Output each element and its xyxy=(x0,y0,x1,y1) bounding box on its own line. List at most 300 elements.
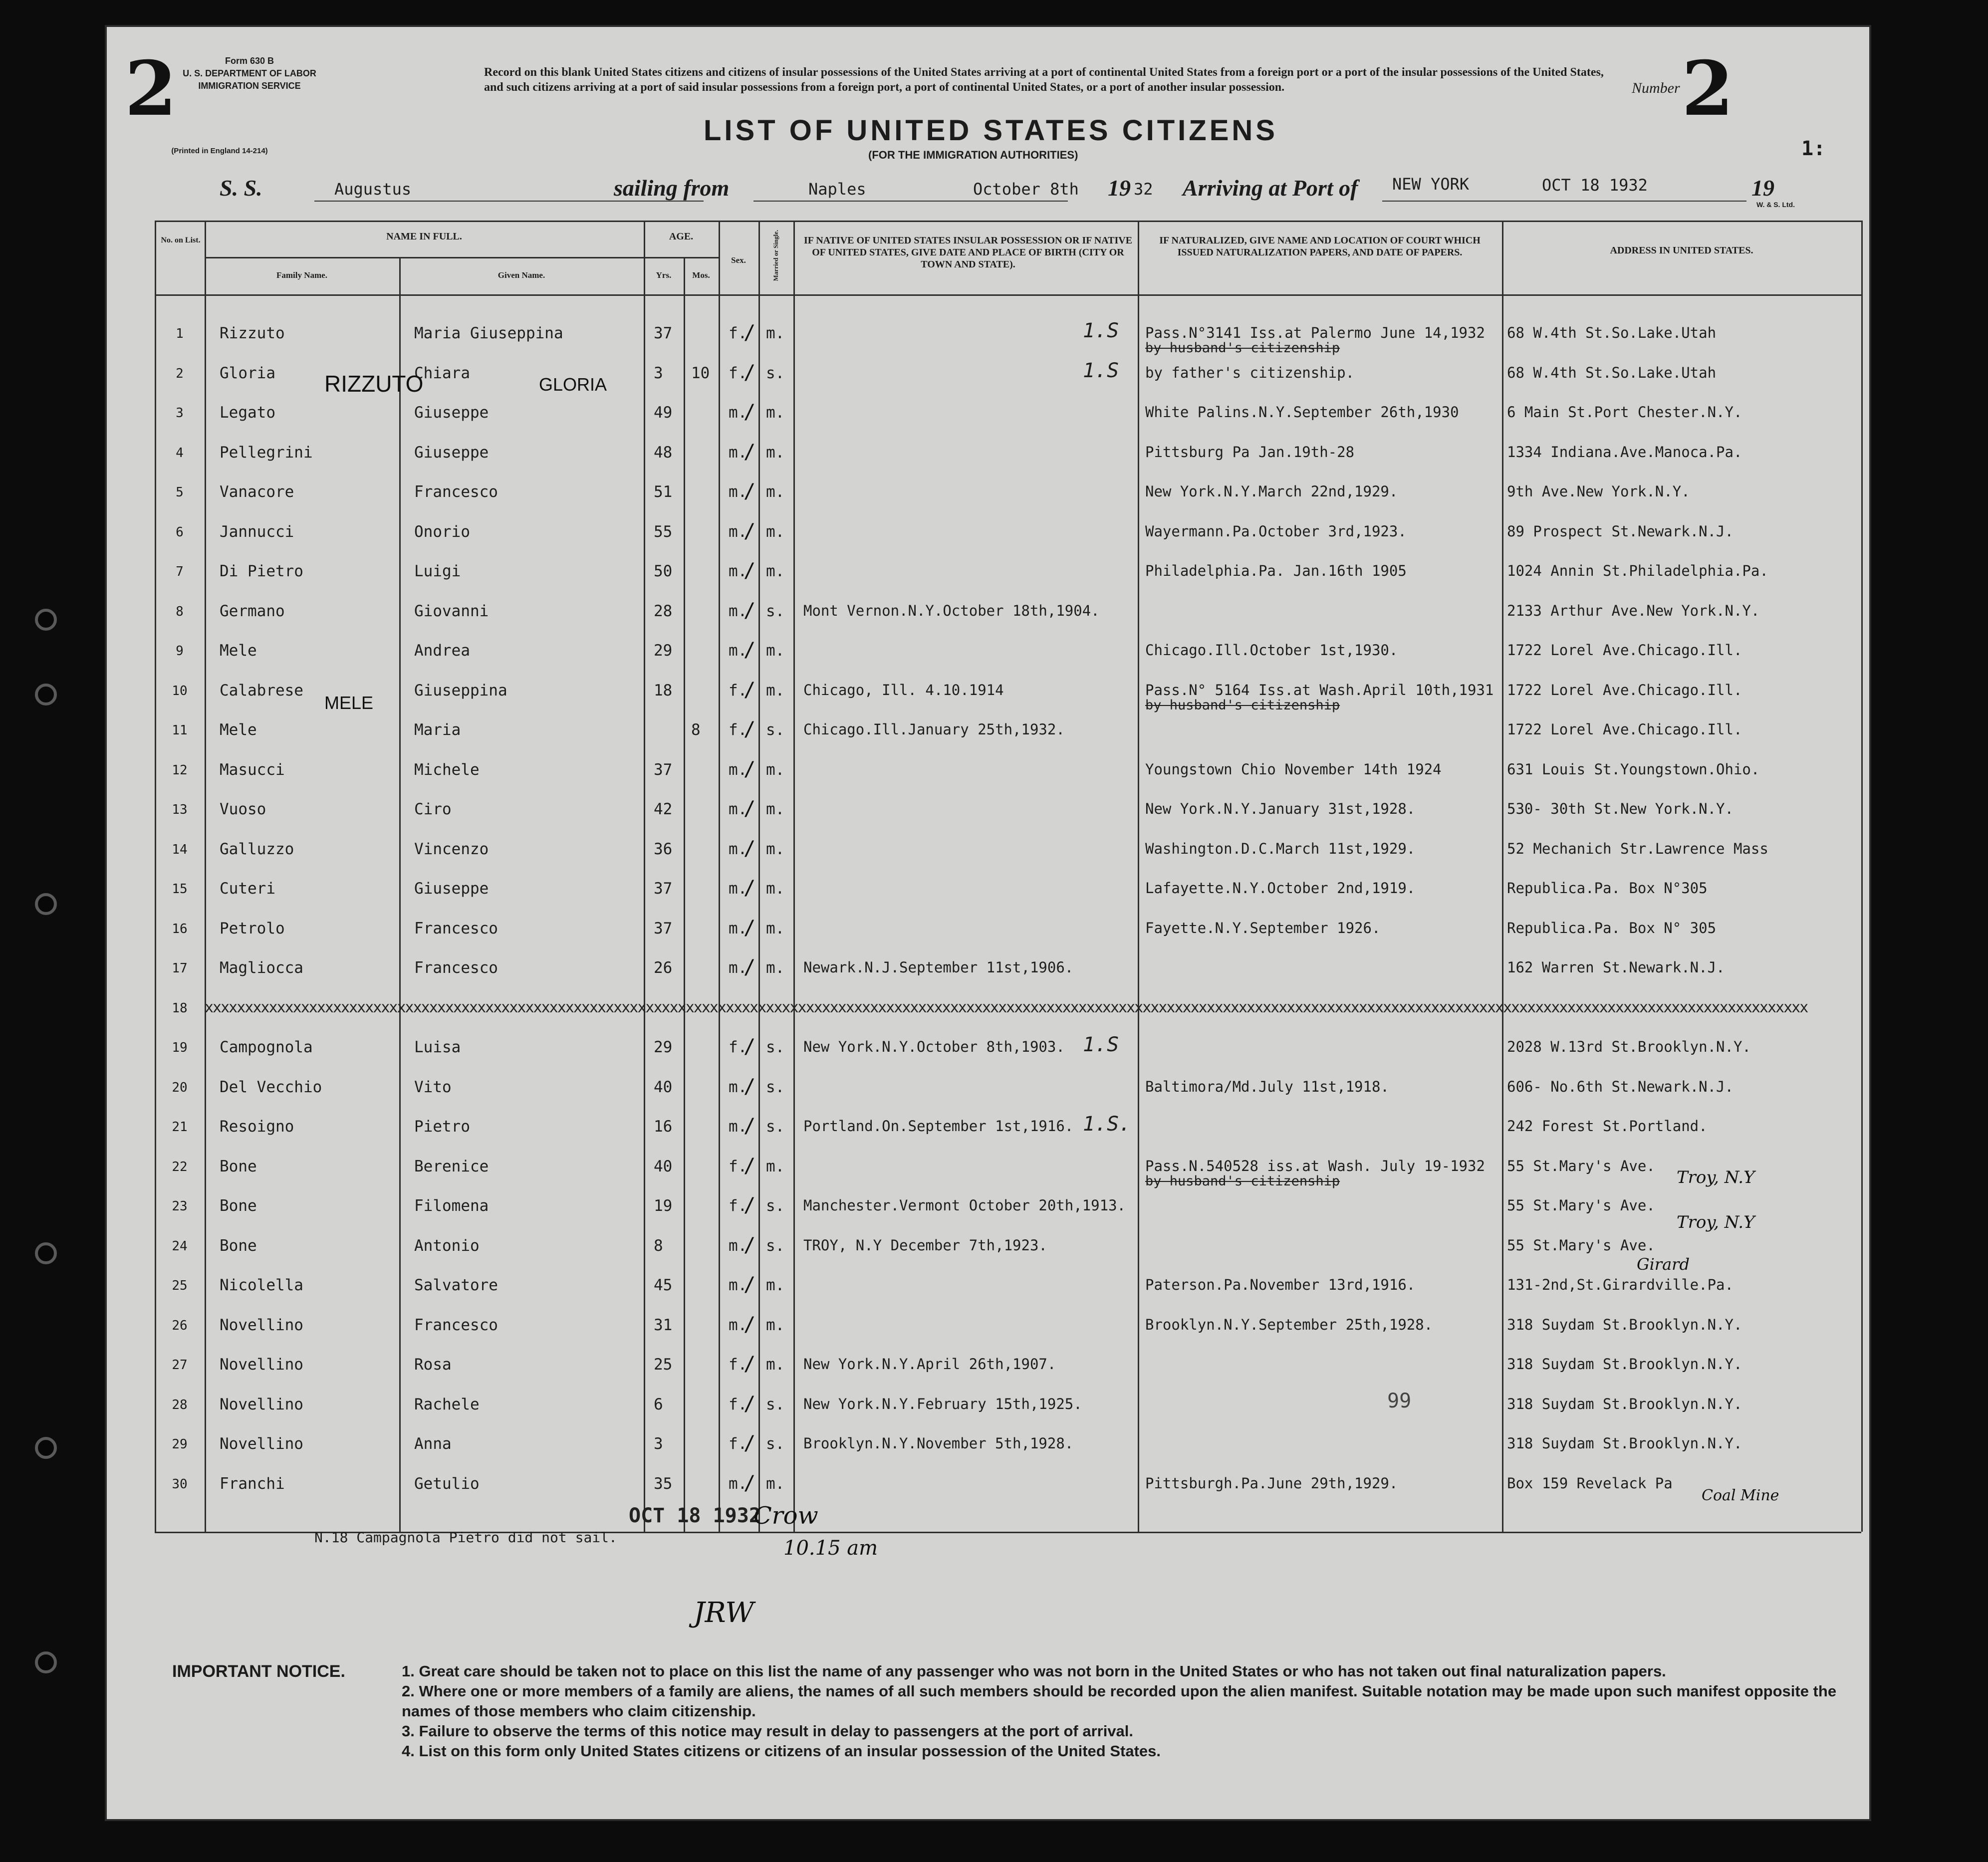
naturalization-note: by husband's citizenship xyxy=(1145,697,1340,713)
address: 318 Suydam St.Brooklyn.N.Y. xyxy=(1507,1395,1742,1412)
sailing-label: sailing from xyxy=(614,175,730,201)
given-name: Vito xyxy=(414,1078,452,1096)
tick-mark: / xyxy=(744,361,756,384)
row-number: 12 xyxy=(172,762,188,778)
age-years: 37 xyxy=(654,324,673,342)
given-name: Getulio xyxy=(414,1474,480,1493)
tick-mark: / xyxy=(744,916,756,939)
marital-status: s. xyxy=(766,364,785,382)
family-name: Novellino xyxy=(220,1395,303,1413)
row-number: 21 xyxy=(172,1120,188,1135)
given-name: Vincenzo xyxy=(414,840,489,858)
tick-mark: / xyxy=(744,1313,756,1336)
col-yrs: Yrs. xyxy=(656,270,672,280)
naturalization: Pittsburgh.Pa.June 29th,1929. xyxy=(1145,1474,1398,1492)
sailing-date: October 8th xyxy=(973,180,1079,199)
family-name: Rizzuto xyxy=(220,324,285,342)
marital-status: m. xyxy=(766,1276,785,1294)
marital-status: m. xyxy=(766,562,785,580)
marital-status: s. xyxy=(766,1118,785,1136)
address: 9th Ave.New York.N.Y. xyxy=(1507,483,1690,500)
binder-hole xyxy=(35,893,57,915)
age-years: 28 xyxy=(654,602,673,620)
marital-status: m. xyxy=(766,483,785,501)
row-number: 1 xyxy=(176,326,184,341)
family-name: Bone xyxy=(220,1236,257,1255)
tick-mark: / xyxy=(744,440,756,464)
naturalization: New York.N.Y.March 22nd,1929. xyxy=(1145,483,1398,500)
form-number: Form 630 B xyxy=(225,56,274,66)
address: 1722 Lorel Ave.Chicago.Ill. xyxy=(1507,721,1742,738)
sex: m. xyxy=(729,1316,747,1334)
given-name: Luigi xyxy=(414,562,461,580)
naturalization: Paterson.Pa.November 13rd,1916. xyxy=(1145,1276,1416,1293)
row-number: 3 xyxy=(176,406,184,421)
tick-mark: / xyxy=(744,1392,756,1415)
sex: f. xyxy=(729,1197,747,1215)
given-name: Giovanni xyxy=(414,602,489,620)
sheet-number-right: 2 xyxy=(1682,45,1734,133)
tick-mark: / xyxy=(744,1035,756,1058)
family-name: Bone xyxy=(220,1157,257,1175)
age-years: 35 xyxy=(654,1474,673,1493)
marital-status: m. xyxy=(766,959,785,977)
age-years: 8 xyxy=(654,1236,663,1255)
tick-mark: / xyxy=(744,519,756,543)
col-naturalized: IF NATURALIZED, GIVE NAME AND LOCATION OF COURT WHICH ISSUED NATURALIZATION PAPERS, AND DATE OF PAPERS. xyxy=(1159,235,1481,258)
birth-place-date: Newark.N.J.September 11st,1906. xyxy=(803,959,1074,976)
signature-crow: Crow xyxy=(753,1502,818,1530)
birth-place-date: Brooklyn.N.Y.November 5th,1928. xyxy=(803,1435,1074,1452)
family-name: Petrolo xyxy=(220,919,285,937)
sex: m. xyxy=(729,1078,747,1096)
age-years: 18 xyxy=(654,681,673,699)
family-name: Resoigno xyxy=(220,1118,294,1136)
address: 318 Suydam St.Brooklyn.N.Y. xyxy=(1507,1356,1742,1373)
given-name: Rosa xyxy=(414,1356,452,1374)
tick-mark: / xyxy=(744,1075,756,1098)
row-annotation: 1.S xyxy=(1083,319,1119,342)
tick-mark: / xyxy=(744,837,756,860)
col-given: Given Name. xyxy=(497,270,545,280)
row-number: 7 xyxy=(176,564,184,579)
family-name: Campognola xyxy=(220,1038,313,1056)
row-annotation: 1.S. xyxy=(1083,1113,1131,1136)
troy-note-1: Troy, N.Y xyxy=(1677,1167,1755,1187)
given-name: Andrea xyxy=(414,642,470,660)
row-number: 18 xyxy=(172,1000,188,1016)
birth-place-date: New York.N.Y.April 26th,1907. xyxy=(803,1356,1056,1373)
family-name: Mele xyxy=(220,642,257,660)
row-number: 15 xyxy=(172,882,188,897)
row-number: 28 xyxy=(172,1397,188,1412)
given-name: Giuseppina xyxy=(414,681,507,699)
family-name: Franchi xyxy=(220,1474,285,1493)
naturalization: Brooklyn.N.Y.September 25th,1928. xyxy=(1145,1316,1433,1333)
tick-mark: / xyxy=(744,480,756,503)
time-note: 10.15 am xyxy=(783,1537,878,1560)
given-name: Maria xyxy=(414,721,461,739)
sail-note: N.18 Campagnola Pietro did not sail. xyxy=(314,1529,617,1546)
given-name: Rachele xyxy=(414,1395,480,1413)
family-name: Vuoso xyxy=(220,800,266,818)
given-name: Luisa xyxy=(414,1038,461,1056)
address: Republica.Pa. Box N° 305 xyxy=(1507,919,1717,936)
tick-mark: / xyxy=(744,1233,756,1257)
address: 131-2nd,St.Girardville.Pa. xyxy=(1507,1276,1734,1293)
tick-mark: / xyxy=(744,1194,756,1217)
given-name: Giuseppe xyxy=(414,404,489,422)
col-family: Family Name. xyxy=(276,270,327,280)
given-name: Michele xyxy=(414,760,480,779)
family-name: Vanacore xyxy=(220,483,294,501)
age-years: 40 xyxy=(654,1157,673,1175)
service: IMMIGRATION SERVICE xyxy=(198,81,301,91)
naturalization: Chicago.Ill.October 1st,1930. xyxy=(1145,642,1398,659)
form-info xyxy=(160,55,339,92)
number-label: Number xyxy=(1632,80,1680,96)
tick-mark: / xyxy=(744,639,756,662)
binder-hole xyxy=(35,609,57,631)
given-name: Giuseppe xyxy=(414,880,489,898)
family-name: Novellino xyxy=(220,1316,303,1334)
age-years: 29 xyxy=(654,642,673,660)
sex: f. xyxy=(729,1356,747,1374)
marital-status: m. xyxy=(766,404,785,422)
address: 1722 Lorel Ave.Chicago.Ill. xyxy=(1507,642,1742,659)
address: 52 Mechanich Str.Lawrence Mass xyxy=(1507,840,1768,857)
marital-status: m. xyxy=(766,642,785,660)
tick-mark: / xyxy=(744,877,756,900)
row-number: 22 xyxy=(172,1159,188,1174)
family-name: Novellino xyxy=(220,1356,303,1374)
age-years: 48 xyxy=(654,443,673,462)
mele-correction: MELE xyxy=(324,693,374,713)
arrival-port: NEW YORK xyxy=(1392,175,1470,194)
given-name: Chiara xyxy=(414,364,470,382)
age-years: 16 xyxy=(654,1118,673,1136)
given-name: Francesco xyxy=(414,1316,498,1334)
given-name: Anna xyxy=(414,1435,452,1453)
naturalization: Philadelphia.Pa. Jan.16th 1905 xyxy=(1145,562,1407,579)
tick-mark: / xyxy=(744,1273,756,1296)
binder-hole xyxy=(35,1651,57,1673)
address: 6 Main St.Port Chester.N.Y. xyxy=(1507,404,1742,421)
age-years: 37 xyxy=(654,919,673,937)
important-notice xyxy=(172,1661,1839,1761)
notice-item-3: 3. Failure to observe the terms of this notice may result in delay to passengers at the port of arrival. xyxy=(402,1722,1134,1740)
marital-status: m. xyxy=(766,522,785,541)
marital-status: s. xyxy=(766,602,785,620)
ss-label: S. S. xyxy=(220,175,262,201)
given-name: Francesco xyxy=(414,959,498,977)
age-years: 29 xyxy=(654,1038,673,1056)
address: 89 Prospect St.Newark.N.J. xyxy=(1507,522,1734,540)
given-name: Maria Giuseppina xyxy=(414,324,563,342)
sex: m. xyxy=(729,1474,747,1493)
girard-note: Girard xyxy=(1637,1255,1690,1274)
naturalization: Baltimora/Md.July 11st,1918. xyxy=(1145,1078,1389,1095)
address: 55 St.Mary's Ave. xyxy=(1507,1157,1655,1174)
age-years: 40 xyxy=(654,1078,673,1096)
given-name: Berenice xyxy=(414,1157,489,1175)
col-sex: Sex. xyxy=(731,255,746,265)
address: 68 W.4th St.So.Lake.Utah xyxy=(1507,364,1717,381)
sex: m. xyxy=(729,800,747,818)
row-number: 29 xyxy=(172,1437,188,1452)
year-suffix: 32 xyxy=(1134,180,1153,199)
birth-place-date: TROY, N.Y December 7th,1923. xyxy=(803,1236,1047,1254)
row-annotation: 1.S xyxy=(1083,1033,1119,1056)
age-years: 36 xyxy=(654,840,673,858)
binder-hole xyxy=(35,1242,57,1264)
binder-hole xyxy=(35,1437,57,1459)
sex: m. xyxy=(729,562,747,580)
given-name: Salvatore xyxy=(414,1276,498,1294)
sex: m. xyxy=(729,642,747,660)
marital-status: m. xyxy=(766,919,785,937)
given-name: Antonio xyxy=(414,1236,480,1255)
tick-mark: / xyxy=(744,1115,756,1138)
row-number: 9 xyxy=(176,644,184,659)
arrival-stamp: OCT 18 1932 xyxy=(629,1504,761,1527)
marital-status: s. xyxy=(766,1038,785,1056)
sex: m. xyxy=(729,919,747,937)
age-years: 49 xyxy=(654,404,673,422)
row-number: 8 xyxy=(176,604,184,619)
col-age: AGE. xyxy=(669,231,694,242)
tick-mark: / xyxy=(744,1432,756,1455)
sex: f. xyxy=(729,721,747,739)
address: 55 St.Mary's Ave. xyxy=(1507,1236,1655,1254)
sex: f. xyxy=(729,364,747,382)
binder-hole xyxy=(35,684,57,705)
naturalization: Pass.N°3141 Iss.at Palermo June 14,1932 xyxy=(1145,324,1485,341)
printer-mark: W. & S. Ltd. xyxy=(1756,201,1795,209)
address: 318 Suydam St.Brooklyn.N.Y. xyxy=(1507,1435,1742,1452)
coal-note: Coal Mine xyxy=(1702,1487,1779,1504)
family-name: Magliocca xyxy=(220,959,303,977)
age-years: 37 xyxy=(654,760,673,779)
printed-note: (Printed in England 14-214) xyxy=(171,147,268,155)
sex: m. xyxy=(729,1236,747,1255)
marital-status: s. xyxy=(766,721,785,739)
sheet-number-left: 2 xyxy=(125,45,177,133)
signature-initials: JRW xyxy=(694,1597,754,1629)
sex: f. xyxy=(729,1157,747,1175)
given-name: Filomena xyxy=(414,1197,489,1215)
address: 162 Warren St.Newark.N.J. xyxy=(1507,959,1725,976)
col-native: IF NATIVE OF UNITED STATES INSULAR POSSESSION OR IF NATIVE OF UNITED STATES, GIVE DATE AND PLACE OF BIRTH (CITY OR TOWN AND STATE). xyxy=(803,235,1133,270)
ship-name: Augustus xyxy=(334,180,412,199)
sex: m. xyxy=(729,880,747,898)
row-number: 16 xyxy=(172,921,188,936)
row-number: 19 xyxy=(172,1040,188,1055)
row-number: 20 xyxy=(172,1080,188,1095)
address: 1024 Annin St.Philadelphia.Pa. xyxy=(1507,562,1768,579)
naturalization: Pass.N.540528 iss.at Wash. July 19-1932 xyxy=(1145,1157,1485,1174)
department: U. S. DEPARTMENT OF LABOR xyxy=(183,68,316,78)
age-years: 42 xyxy=(654,800,673,818)
arrival-date: OCT 18 1932 xyxy=(1542,176,1648,195)
marital-status: s. xyxy=(766,1435,785,1453)
sex: m. xyxy=(729,959,747,977)
given-name: Francesco xyxy=(414,919,498,937)
sex: f. xyxy=(729,681,747,699)
given-name: Ciro xyxy=(414,800,452,818)
sex: m. xyxy=(729,602,747,620)
marital-status: m. xyxy=(766,800,785,818)
given-name: Pietro xyxy=(414,1118,470,1136)
row-number: 5 xyxy=(176,485,184,500)
naturalization: Fayette.N.Y.September 1926. xyxy=(1145,919,1381,936)
naturalization: Pass.N° 5164 Iss.at Wash.April 10th,1931 xyxy=(1145,681,1494,698)
family-name: Germano xyxy=(220,602,285,620)
col-married: Married or Single. xyxy=(772,230,779,281)
age-years: 3 xyxy=(654,1435,663,1453)
address: 2028 W.13rd St.Brooklyn.N.Y. xyxy=(1507,1038,1751,1055)
family-name: Gloria xyxy=(220,364,275,382)
crossed-out-row: xxxxxxxxxxxxxxxxxxxxxxxxxxxxxxxxxxxxxxxxxxxxxxxxxxxxxxxxxxxxxxxxxxxxxxxxxxxxxxxxxxxxxxxxxxxxxxxxxxxxxxxxxxxxxxxxxxxxxxxxxxxxxxxxxxxxxxxxxxxxxxxxxxxxxxxxxxxxxxxxxxxxxxxxxxxxxxxxxxxxxxxxxxxxxxxxxxxxxxxx xyxy=(205,998,1808,1016)
family-name: Jannucci xyxy=(220,522,294,541)
age-years: 50 xyxy=(654,562,673,580)
birth-place-date: Manchester.Vermont October 20th,1913. xyxy=(803,1197,1126,1214)
year-label2: 19 xyxy=(1751,175,1774,201)
sex: m. xyxy=(729,1276,747,1294)
age-months: 8 xyxy=(691,721,701,739)
address: Box 159 Revelack Pa xyxy=(1507,1474,1673,1492)
tick-mark: / xyxy=(744,678,756,701)
col-mos: Mos. xyxy=(692,270,710,280)
age-years: 25 xyxy=(654,1356,673,1374)
given-name: Onorio xyxy=(414,522,470,541)
given-name: Francesco xyxy=(414,483,498,501)
row-number: 27 xyxy=(172,1358,188,1373)
naturalization: New York.N.Y.January 31st,1928. xyxy=(1145,800,1416,817)
row-number: 26 xyxy=(172,1318,188,1333)
address: 530- 30th St.New York.N.Y. xyxy=(1507,800,1734,817)
family-name: Mele xyxy=(220,721,257,739)
family-name: Calabrese xyxy=(220,681,303,699)
row-number: 23 xyxy=(172,1199,188,1214)
address: 2133 Arthur Ave.New York.N.Y. xyxy=(1507,602,1760,619)
row-number: 4 xyxy=(176,445,184,461)
age-years: 6 xyxy=(654,1395,663,1413)
preamble: Record on this blank United States citizens and citizens of insular possessions of the United States arriving at a port of continental United States from a foreign port or a port of the insular possessions of the United States, and such citizens arriving at a port of said insular possessions from a foreign port, a port of continental United States, or a port of another insular possession. xyxy=(484,66,1604,94)
marital-status: m. xyxy=(766,681,785,699)
naturalization: White Palins.N.Y.September 26th,1930 xyxy=(1145,404,1459,421)
address: 242 Forest St.Portland. xyxy=(1507,1118,1708,1135)
sex: m. xyxy=(729,1118,747,1136)
age-months: 10 xyxy=(691,364,710,382)
row-number: 11 xyxy=(172,723,188,738)
birth-place-date: Mont Vernon.N.Y.October 18th,1904. xyxy=(803,602,1100,619)
sex: f. xyxy=(729,1038,747,1056)
address: 1334 Indiana.Ave.Manoca.Pa. xyxy=(1507,443,1742,461)
marital-status: s. xyxy=(766,1236,785,1255)
age-years: 26 xyxy=(654,959,673,977)
marital-status: m. xyxy=(766,324,785,342)
sex: f. xyxy=(729,1395,747,1413)
family-name: Masucci xyxy=(220,760,285,779)
marital-status: m. xyxy=(766,1356,785,1374)
col-name: NAME IN FULL. xyxy=(386,231,462,242)
family-name: Nicolella xyxy=(220,1276,303,1294)
address: 55 St.Mary's Ave. xyxy=(1507,1197,1655,1214)
family-name: Del Vecchio xyxy=(220,1078,322,1096)
marital-status: m. xyxy=(766,840,785,858)
corner-mark: 1: xyxy=(1801,137,1826,160)
tick-mark: / xyxy=(744,956,756,979)
birth-place-date: New York.N.Y.February 15th,1925. xyxy=(803,1395,1082,1412)
tick-mark: / xyxy=(744,797,756,820)
notice-item-1: 1. Great care should be taken not to place on this list the name of any passenger who was not born in the United States or who has not taken out final naturalization papers. xyxy=(402,1662,1666,1680)
tick-mark: / xyxy=(744,599,756,622)
family-name: Galluzzo xyxy=(220,840,294,858)
page-title: LIST OF UNITED STATES CITIZENS xyxy=(704,114,1278,147)
family-name: Legato xyxy=(220,404,275,422)
marital-status: s. xyxy=(766,1197,785,1215)
sailing-port: Naples xyxy=(808,180,866,199)
marital-status: s. xyxy=(766,1395,785,1413)
address: 1722 Lorel Ave.Chicago.Ill. xyxy=(1507,681,1742,698)
address: 631 Louis St.Youngstown.Ohio. xyxy=(1507,760,1760,778)
naturalization-note: by husband's citizenship xyxy=(1145,340,1340,356)
tick-mark: / xyxy=(744,1471,756,1495)
notice-item-4: 4. List on this form only United States citizens or citizens of an insular possession of the United States. xyxy=(402,1742,1161,1760)
row-number: 13 xyxy=(172,802,188,817)
page-subtitle: (FOR THE IMMIGRATION AUTHORITIES) xyxy=(868,149,1078,161)
row-number: 30 xyxy=(172,1476,188,1492)
sex: m. xyxy=(729,404,747,422)
naturalization-note: by husband's citizenship xyxy=(1145,1173,1340,1189)
notice-item-2: 2. Where one or more members of a family are aliens, the names of all such members should be recorded upon the alien manifest. Suitable notation may be made upon such manifest opposite the names of those members who claim citizenship. xyxy=(402,1682,1837,1720)
number-99: 99 xyxy=(1387,1390,1412,1412)
family-name: Bone xyxy=(220,1197,257,1215)
naturalization: Pittsburg Pa Jan.19th-28 xyxy=(1145,443,1355,461)
sex: m. xyxy=(729,522,747,541)
address: Republica.Pa. Box N°305 xyxy=(1507,880,1708,897)
family-name: Pellegrini xyxy=(220,443,313,462)
troy-note-2: Troy, N.Y xyxy=(1677,1212,1755,1232)
address: 318 Suydam St.Brooklyn.N.Y. xyxy=(1507,1316,1742,1333)
arriving-label: Arriving at Port of xyxy=(1183,175,1358,201)
family-name: Novellino xyxy=(220,1435,303,1453)
sex: m. xyxy=(729,443,747,462)
row-number: 2 xyxy=(176,366,184,381)
sex: m. xyxy=(729,760,747,779)
naturalization: Youngstown Chio November 14th 1924 xyxy=(1145,760,1442,778)
naturalization: by father's citizenship. xyxy=(1145,364,1355,381)
row-number: 25 xyxy=(172,1278,188,1293)
gloria-correction: GLORIA xyxy=(539,374,607,395)
marital-status: m. xyxy=(766,880,785,898)
family-name: Di Pietro xyxy=(220,562,303,580)
marital-status: m. xyxy=(766,1316,785,1334)
col-address: ADDRESS IN UNITED STATES. xyxy=(1610,245,1753,256)
address: 68 W.4th St.So.Lake.Utah xyxy=(1507,324,1717,341)
age-years: 55 xyxy=(654,522,673,541)
tick-mark: / xyxy=(744,321,756,344)
birth-place-date: Portland.On.September 1st,1916. xyxy=(803,1118,1074,1135)
tick-mark: / xyxy=(744,401,756,424)
age-years: 51 xyxy=(654,483,673,501)
tick-mark: / xyxy=(744,1353,756,1376)
notice-label: IMPORTANT NOTICE. xyxy=(172,1662,345,1681)
manifest-sheet xyxy=(105,25,1871,1821)
rizzuto-correction: RIZZUTO xyxy=(324,371,424,397)
age-years: 45 xyxy=(654,1276,673,1294)
